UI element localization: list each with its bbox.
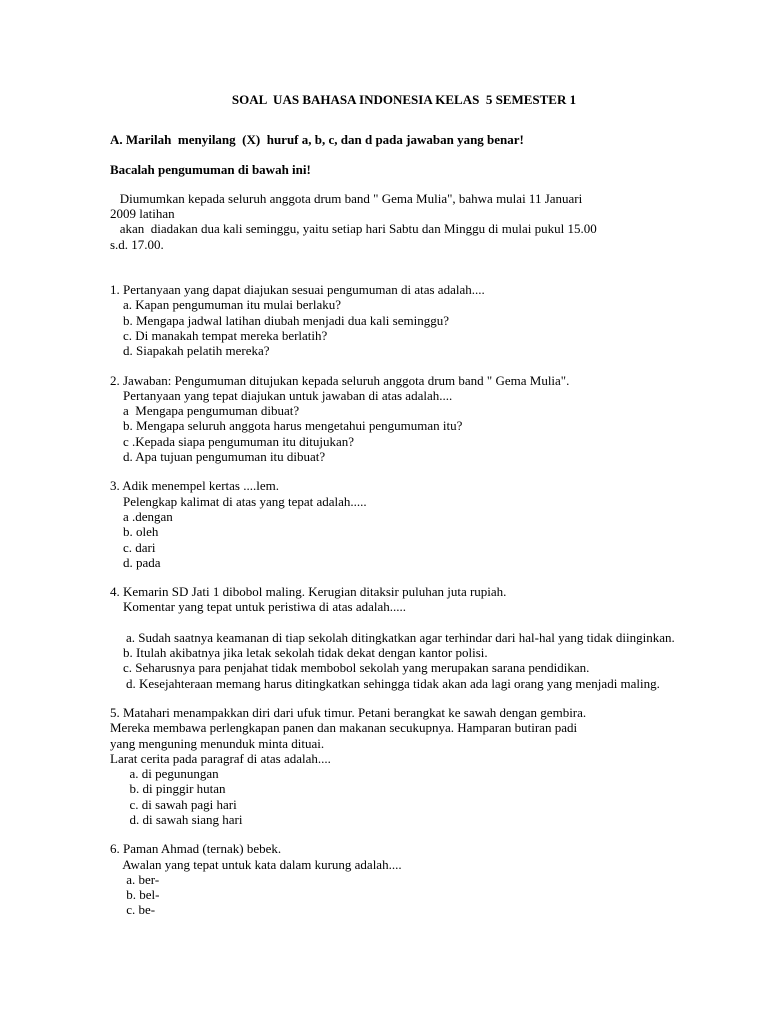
answer-option-d: d. Apa tujuan pengumuman itu dibuat?: [110, 449, 326, 465]
answer-option-b: b. di pinggir hutan: [110, 781, 226, 797]
question-3: [110, 478, 698, 570]
question-text: yang menguning menunduk minta dituai.: [110, 735, 325, 751]
question-text: 2. Jawaban: Pengumuman ditujukan kepada seluruh anggota drum band " Gema Mulia".: [110, 372, 570, 388]
answer-option-d: d. di sawah siang hari: [110, 811, 243, 827]
question-2: [110, 373, 698, 465]
answer-option-b: b. bel-: [110, 887, 160, 903]
announcement-line: s.d. 17.00.: [110, 236, 164, 252]
answer-option-d: d. Kesejahteraan memang harus ditingkatkan sehingga tidak akan ada lagi orang yang menjadi maling.: [126, 675, 660, 691]
question-prompt: Pertanyaan yang tepat diajukan untuk jawaban di atas adalah....: [110, 387, 453, 403]
question-prompt: Larat cerita pada paragraf di atas adalah....: [110, 750, 331, 766]
answer-option-a: a Mengapa pengumuman dibuat?: [110, 403, 300, 419]
question-text: 6. Paman Ahmad (ternak) bebek.: [110, 841, 282, 857]
answer-option-a: a. Kapan pengumuman itu mulai berlaku?: [110, 297, 342, 313]
announcement-line: akan diadakan dua kali seminggu, yaitu setiap hari Sabtu dan Minggu di mulai pukul 15.00: [110, 221, 597, 237]
answer-option-c: c. dari: [110, 539, 156, 555]
answer-option-c: c. Seharusnya para penjahat tidak membobol sekolah yang merupakan sarana pendidikan.: [110, 660, 590, 676]
question-1: [110, 282, 698, 358]
announcement-line: Diumumkan kepada seluruh anggota drum band " Gema Mulia", bahwa mulai 11 Januari: [110, 190, 583, 206]
answer-option-d: d. Siapakah pelatih mereka?: [110, 343, 270, 359]
answer-option-a: a .dengan: [110, 508, 173, 524]
answer-option-c: c. be-: [110, 902, 156, 918]
document-page: [110, 92, 698, 932]
question-text: 4. Kemarin SD Jati 1 dibobol maling. Kerugian ditaksir puluhan juta rupiah.: [110, 584, 507, 600]
answer-option-c: c. di sawah pagi hari: [110, 796, 237, 812]
answer-option-a: a. Sudah saatnya keamanan di tiap sekolah ditingkatkan agar terhindar dari hal-hal yang tidak diinginkan.: [126, 629, 675, 645]
question-4: [110, 584, 698, 691]
question-5: [110, 705, 698, 827]
question-prompt: Komentar yang tepat untuk peristiwa di atas adalah.....: [110, 599, 407, 615]
answer-option-b: b. Itulah akibatnya jika letak sekolah tidak dekat dengan kantor polisi.: [110, 645, 488, 661]
page-title: SOAL UAS BAHASA INDONESIA KELAS 5 SEMESTER 1: [231, 92, 577, 107]
announcement-text: [110, 191, 698, 252]
answer-option-b: b. Mengapa jadwal latihan diubah menjadi dua kali seminggu?: [110, 312, 449, 328]
answer-option-c: c .Kepada siapa pengumuman itu ditujukan?: [110, 433, 355, 449]
announcement-line: 2009 latihan: [110, 206, 175, 222]
question-text: 1. Pertanyaan yang dapat diajukan sesuai pengumuman di atas adalah....: [110, 282, 485, 298]
answer-option-d: d. pada: [110, 554, 161, 570]
answer-option-b: b. Mengapa seluruh anggota harus mengetahui pengumuman itu?: [110, 418, 463, 434]
answer-option-b: b. oleh: [110, 524, 159, 540]
question-text: Mereka membawa perlengkapan panen dan makanan secukupnya. Hamparan butiran padi: [110, 720, 578, 736]
spacer: [110, 615, 698, 630]
question-prompt: Awalan yang tepat untuk kata dalam kurung adalah....: [110, 856, 402, 872]
answer-option-a: a. ber-: [110, 871, 160, 887]
section-instruction: A. Marilah menyilang (X) huruf a, b, c, dan d pada jawaban yang benar!: [110, 132, 524, 148]
question-text: 5. Matahari menampakkan diri dari ufuk timur. Petani berangkat ke sawah dengan gembira.: [110, 704, 587, 720]
reading-heading: Bacalah pengumuman di bawah ini!: [110, 161, 311, 177]
answer-option-a: a. di pegunungan: [110, 766, 219, 782]
question-6: [110, 841, 698, 917]
question-text: 3. Adik menempel kertas ....lem.: [110, 478, 279, 494]
answer-option-c: c. Di manakah tempat mereka berlatih?: [110, 327, 328, 343]
question-prompt: Pelengkap kalimat di atas yang tepat adalah.....: [110, 493, 367, 509]
